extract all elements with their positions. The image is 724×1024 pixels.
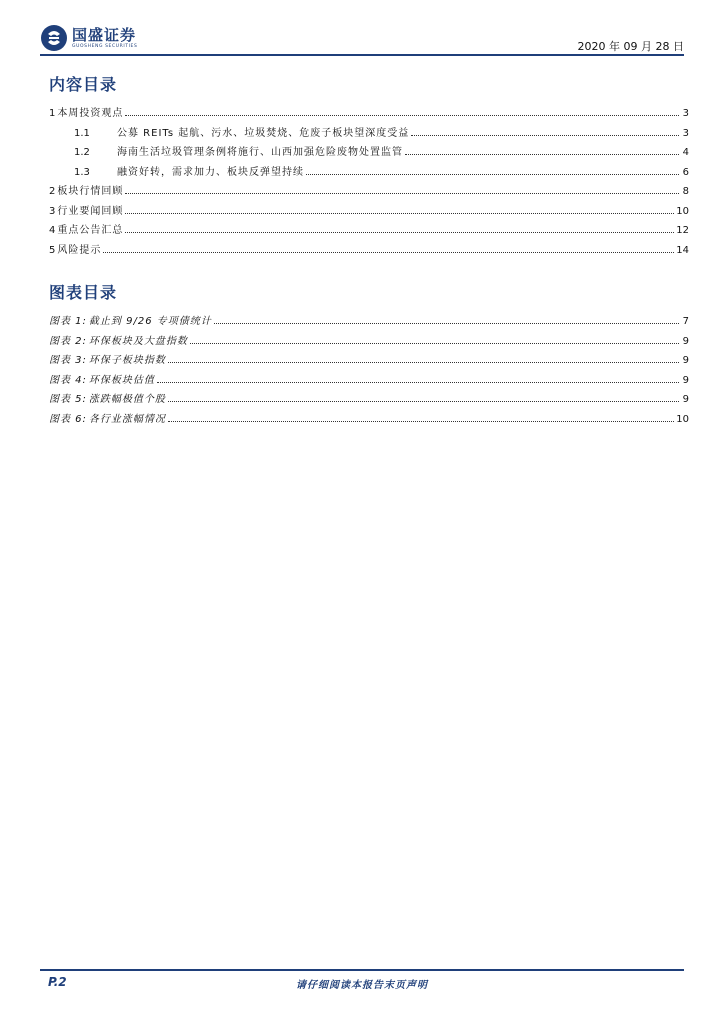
- toc-entry[interactable]: [49, 182, 689, 202]
- dot-leader: [125, 106, 679, 116]
- figure-entry-label: 图表 4:: [49, 374, 87, 386]
- dot-leader: [168, 412, 674, 422]
- toc-entry-number: 1.2: [74, 147, 90, 158]
- toc-entry[interactable]: [49, 124, 689, 144]
- contents-heading: 内容目录: [49, 75, 118, 94]
- figure-entry-label: 图表 2:: [49, 335, 87, 347]
- figure-entry-page: 7: [682, 316, 689, 327]
- toc-entry-page: 14: [676, 244, 689, 256]
- dot-leader: [190, 334, 679, 344]
- dot-leader: [214, 314, 679, 324]
- page-header: [40, 22, 684, 54]
- figure-entry-page: 9: [682, 394, 689, 405]
- dot-leader: [125, 204, 674, 214]
- toc-entry-page: 4: [682, 147, 689, 158]
- toc-entry-title: 风险提示: [57, 244, 102, 256]
- figure-entry-page: 9: [682, 374, 689, 386]
- toc-entry[interactable]: [49, 163, 689, 183]
- toc-entry-page: 10: [676, 205, 689, 217]
- toc-entry[interactable]: [49, 221, 689, 241]
- toc-entry-number: 1: [49, 108, 56, 119]
- report-date: 2020 年 09 月 28 日: [577, 40, 684, 53]
- toc-entry[interactable]: [49, 202, 689, 222]
- figure-entry-title: 截止到 9/26 专项债统计: [88, 316, 212, 327]
- toc-entry-number: 3: [49, 205, 56, 217]
- page-number: P.2: [48, 975, 67, 989]
- figure-entry[interactable]: [49, 371, 689, 391]
- figure-entry-label: 图表 1:: [49, 316, 87, 327]
- figure-entry-label: 图表 5:: [49, 394, 87, 405]
- dot-leader: [168, 353, 679, 363]
- figure-entry[interactable]: [49, 312, 689, 332]
- header-divider: [40, 54, 684, 56]
- toc-entry-number: 2: [49, 186, 56, 197]
- toc-entry-page: 3: [682, 108, 689, 119]
- company-logo: [40, 22, 137, 54]
- toc-entry-title: 板块行情回顾: [57, 186, 124, 197]
- toc-entry-title: 行业要闻回顾: [57, 205, 124, 217]
- toc-entry[interactable]: [49, 104, 689, 124]
- figure-entry-title: 涨跌幅极值个股: [88, 394, 166, 405]
- toc-entry[interactable]: [49, 143, 689, 163]
- logo-mark-icon: [40, 24, 68, 52]
- toc-entry-number: 4: [49, 225, 56, 236]
- figure-entry-label: 图表 6:: [49, 413, 87, 425]
- dot-leader: [125, 223, 674, 233]
- figure-entry-title: 环保子板块指数: [88, 355, 166, 366]
- figure-entry[interactable]: [49, 410, 689, 430]
- toc-entry-number: 1.3: [74, 166, 90, 178]
- dot-leader: [411, 126, 679, 136]
- contents-list: [49, 104, 689, 260]
- figure-entry-page: 10: [676, 413, 689, 425]
- figure-entry-title: 环保板块及大盘指数: [88, 335, 188, 347]
- figure-entry[interactable]: [49, 332, 689, 352]
- toc-entry-number: 1.1: [74, 127, 90, 139]
- toc-entry-page: 6: [682, 166, 689, 178]
- dot-leader: [125, 184, 679, 194]
- figures-heading: 图表目录: [49, 283, 118, 302]
- figure-entry[interactable]: [49, 351, 689, 371]
- dot-leader: [103, 243, 674, 253]
- dot-leader: [168, 392, 679, 402]
- figure-entry-page: 9: [682, 355, 689, 366]
- toc-entry-number: 5: [49, 244, 56, 256]
- dot-leader: [306, 165, 679, 175]
- disclaimer-note: 请仔细阅读本报告末页声明: [296, 980, 428, 991]
- figure-entry-page: 9: [682, 335, 689, 347]
- toc-entry-page: 8: [682, 186, 689, 197]
- toc-entry-page: 12: [676, 225, 689, 236]
- toc-entry-title: 融资好转，需求加力、板块反弹望持续: [117, 166, 304, 178]
- toc-entry-title: 重点公告汇总: [57, 225, 124, 236]
- figure-entry-label: 图表 3:: [49, 355, 87, 366]
- figure-entry-title: 各行业涨幅情况: [88, 413, 166, 425]
- logo-name-cn: 国盛证券: [72, 25, 137, 44]
- toc-entry-title: 海南生活垃圾管理条例将施行、山西加强危险废物处置监管: [117, 147, 403, 158]
- footer-divider: [40, 969, 684, 971]
- figure-entry[interactable]: [49, 390, 689, 410]
- toc-entry-title: 本周投资观点: [57, 108, 124, 119]
- dot-leader: [157, 373, 679, 383]
- logo-name-en: GUOSHENG SECURITIES: [72, 43, 138, 49]
- figures-list: [49, 312, 689, 429]
- figure-entry-title: 环保板块估值: [88, 374, 155, 386]
- toc-entry-title: 公募 REITs 起航、污水、垃圾焚烧、危废子板块望深度受益: [117, 127, 410, 139]
- toc-entry[interactable]: [49, 241, 689, 261]
- toc-entry-page: 3: [682, 127, 689, 139]
- dot-leader: [405, 145, 679, 155]
